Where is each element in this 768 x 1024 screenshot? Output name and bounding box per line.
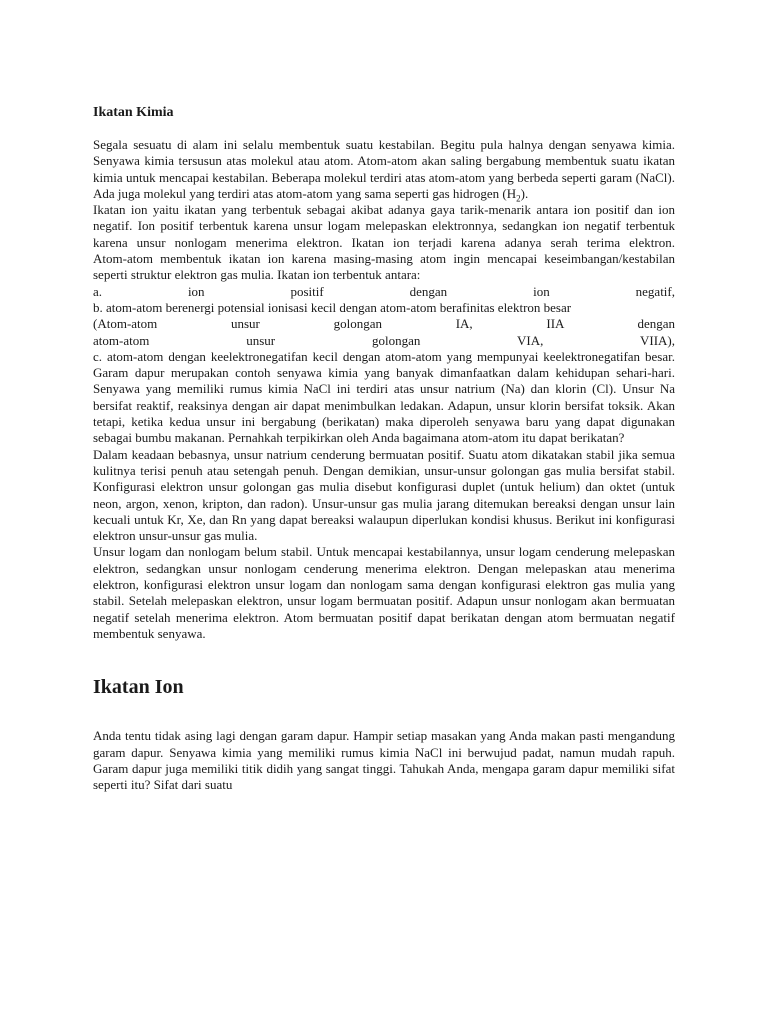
section2-paragraph: Anda tentu tidak asing lagi dengan garam dapur. Hampir setiap masakan yang Anda makan pasti mengandung garam dapur. Senyawa kimia yang memiliki rumus kimia NaCl ini berwujud padat, namun mudah rapuh. Garam dapur juga memiliki titik didih yang sangat tinggi. Tahukah Anda, mengapa garam dapur memiliki sifat seperti itu? Sifat dari suatu [93, 728, 675, 793]
atoms-paragraph: Atom-atom membentuk ikatan ion karena masing-masing atom ingin mencapai keseimbangan/kestabilan seperti struktur elektron gas mulia. Ikatan ion terbentuk antara: [93, 251, 675, 283]
intro-text: Segala sesuatu di alam ini selalu membentuk suatu kestabilan. Begitu pula halnya dengan senyawa kimia. Senyawa kimia tersusun atas molekul atau atom. Atom-atom akan saling bergabung membentuk suatu ikatan kimia untuk mencapai kestabilan. Beberapa molekul terdiri atas atom-atom yang berbeda seperti garam (NaCl). Ada juga molekul yang terdiri atas atom-atom yang sama seperti gas hidrogen (H [93, 137, 675, 201]
list-item-a: a. ion positif dengan ion negatif, [93, 283, 675, 299]
list-item-b-line-3: atom-atom unsur golongan VIA, VIIA), [93, 332, 675, 348]
intro-text-end: ). [520, 185, 529, 201]
document-title: Ikatan Kimia [93, 105, 174, 120]
intro-paragraph [93, 137, 675, 202]
spacer [93, 123, 675, 137]
garam-paragraph: Garam dapur merupakan contoh senyawa kimia yang banyak dimanfaatkan dalam kehidupan sehari-hari. Senyawa yang memiliki rumus kimia NaCl ini terdiri atas unsur natrium (Na) dan klorin (Cl). Unsur Na bersifat reaktif, reaksinya dengan air dapat menimbulkan ledakan. Adapun, unsur klorin bersifat toksik. Akan tetapi, ketika kedua unsur ini bergabung (berikatan) maka diperoleh senyawa baru yang dapat digunakan sebagai bumbu makanan. Pernahkah terpikirkan oleh Anda bagaimana atom-atom itu dapat berikatan? [93, 365, 675, 446]
ion-definition-paragraph: Ikatan ion yaitu ikatan yang terbentuk sebagai akibat adanya gaya tarik-menarik antara ion positif dan ion negatif. Ion positif terbentuk karena unsur logam melepaskan elektronnya, sedangkan ion negatif terbentuk karena unsur nonlogam menerima elektron. Ikatan ion terjadi karena adanya serah terima elektron. [93, 202, 675, 250]
list-item-c: c. atom-atom dengan keelektronegatifan kecil dengan atom-atom yang mempunyai keelektronegatifan besar. [93, 348, 675, 364]
spacer [93, 642, 675, 674]
logam-paragraph: Unsur logam dan nonlogam belum stabil. Untuk mencapai kestabilannya, unsur logam cenderung melepaskan elektron, sedangkan unsur nonlogam cenderung menerima elektron. Dengan melepaskan atau menerima elektron, konfigurasi elektron unsur logam dan nonlogam sama dengan konfigurasi elektron gas mulia yang stabil. Setelah melepaskan elektron, unsur logam bermuatan positif. Adapun unsur nonlogam akan bermuatan negatif setelah menerima elektron. Atom bermuatan positif dapat berikatan dengan atom bermuatan negatif membentuk senyawa. [93, 544, 675, 641]
list-item-b-line-2: (Atom-atom unsur golongan IA, IIA dengan [93, 316, 675, 332]
list-item-b: b. atom-atom berenergi potensial ionisasi kecil dengan atom-atom berafinitas elektron besar [93, 299, 572, 315]
document-body [93, 103, 675, 793]
section-title-ikatan-ion: Ikatan Ion [93, 676, 184, 699]
subscript-2: 2 [516, 193, 521, 204]
keadaan-paragraph: Dalam keadaan bebasnya, unsur natrium cenderung bermuatan positif. Suatu atom dikatakan stabil jika semua kulitnya terisi penuh atau setengah penuh. Dengan demikian, unsur-unsur golongan gas mulia bersifat stabil. Konfigurasi elektron unsur golongan gas mulia disebut konfigurasi duplet (untuk helium) dan oktet (untuk neon, argon, xenon, kripton, dan radon). Unsur-unsur gas mulia jarang ditemukan bereaksi dengan unsur lain kecuali untuk Kr, Xe, dan Rn yang dapat bereaksi walaupun diperlukan kondisi khusus. Berikut ini konfigurasi elektron unsur-unsur gas mulia. [93, 446, 675, 544]
spacer [93, 700, 675, 728]
